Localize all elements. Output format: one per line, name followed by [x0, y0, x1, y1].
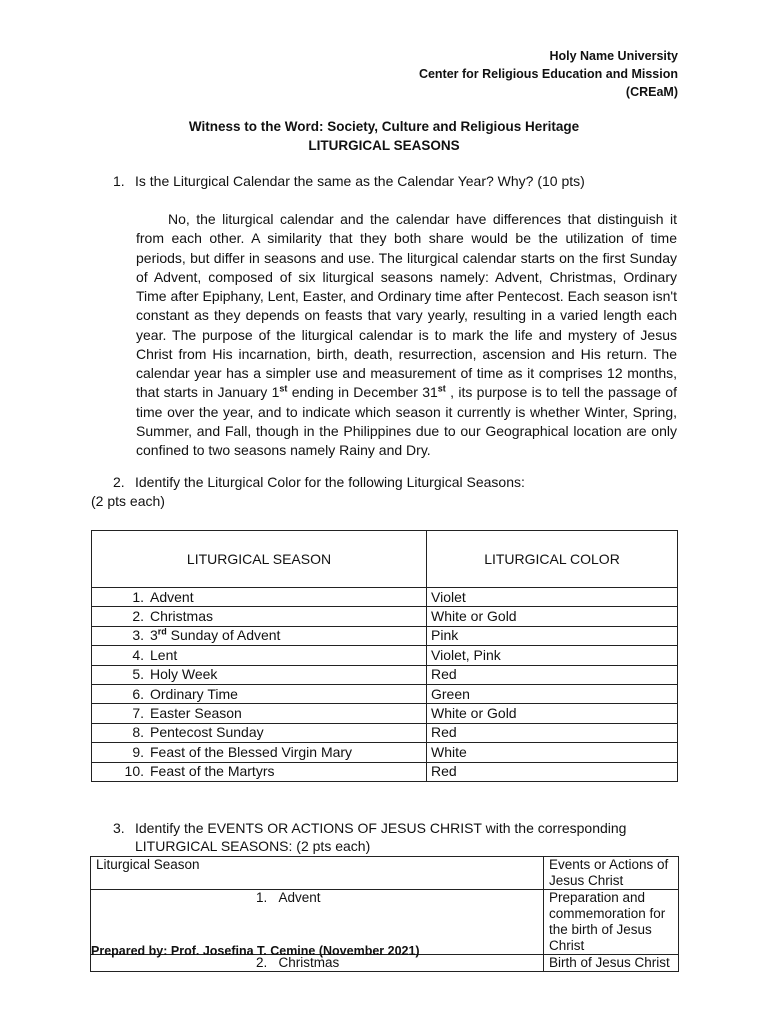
table-row: 6. Ordinary Time Green — [92, 684, 678, 703]
question-text: Is the Liturgical Calendar the same as the Calendar Year? Why? (10 pts) — [135, 173, 585, 189]
topic-title: LITURGICAL SEASONS — [308, 138, 460, 153]
table-row: 9. Feast of the Blessed Virgin Mary White — [92, 743, 678, 762]
table-row: 5. Holy Week Red — [92, 665, 678, 684]
table-row: 1. Advent Violet — [92, 588, 678, 607]
question-text-line2: LITURGICAL SEASONS: (2 pts each) — [135, 838, 371, 854]
points-note: (2 pts each) — [91, 493, 165, 509]
question-number: 2. — [113, 474, 125, 490]
column-header: Events or Actions of Jesus Christ — [544, 857, 679, 890]
table-row: 8. Pentecost Sunday Red — [92, 723, 678, 742]
question-text: Identify the Liturgical Color for the following Liturgical Seasons: — [135, 474, 525, 490]
question-number: 3. — [113, 820, 125, 836]
course-title: Witness to the Word: Society, Culture and Religious Heritage — [188, 119, 580, 134]
table-row: 4. Lent Violet, Pink — [92, 646, 678, 665]
table-header-row — [91, 857, 679, 890]
prepared-by: Prepared by: Prof. Josefina T. Cemine (November 2021) — [91, 944, 420, 958]
column-header: LITURGICAL SEASON — [92, 531, 427, 588]
table-row: 2. Christmas Birth of Jesus Christ — [91, 955, 679, 972]
table-row: 7. Easter Season White or Gold — [92, 704, 678, 723]
question-number: 1. — [113, 173, 125, 189]
question-text-line1: Identify the EVENTS OR ACTIONS OF JESUS CHRIST with the corresponding — [135, 820, 627, 836]
table-row: 10. Feast of the Martyrs Red — [92, 762, 678, 781]
table-row: 1. Advent Preparation and commemoration for the birth of Jesus Christ — [91, 890, 679, 955]
document-header — [419, 47, 678, 101]
center-acronym: (CREaM) — [625, 85, 678, 99]
answer-1 — [136, 210, 677, 460]
column-header: Liturgical Season — [91, 857, 544, 890]
university-name: Holy Name University — [549, 49, 678, 63]
answer-paragraph: No, the liturgical calendar and the calendar have differences that distinguish it from each other. A similarity that they both share would be the utilization of time periods, but differ in seasons and use. The liturgical calendar starts on the first Sunday of Advent, composed of six liturgical seasons namely: Advent, Christmas, Ordinary Time after Epiphany, Lent, Easter, and Ordinary time after Pentecost. Each season isn't constant as they depends on feasts that vary yearly, resulting in a varied length each year. The purpose of the liturgical calendar is to mark the life and mystery of Jesus Christ from His incarnation, birth, death, resurrection, ascension and His return. The calendar year has a simpler use and measurement of time as it comprises 12 months, that starts in January 1st ending in December 31st , its purpose is to tell the passage of time over the year, and to indicate which season it currently is whether Winter, Spring, Summer, and Fall, though in the Philippines due to our Geographical location are only confined to two seasons namely Rainy and Dry. — [136, 211, 677, 458]
table-row: 3. 3rd Sunday of Advent Pink — [92, 626, 678, 645]
column-header: LITURGICAL COLOR — [427, 531, 678, 588]
document-title — [0, 117, 768, 155]
liturgical-color-table — [91, 530, 678, 782]
table-row: 2. Christmas White or Gold — [92, 607, 678, 626]
center-name: Center for Religious Education and Mission — [418, 67, 678, 81]
